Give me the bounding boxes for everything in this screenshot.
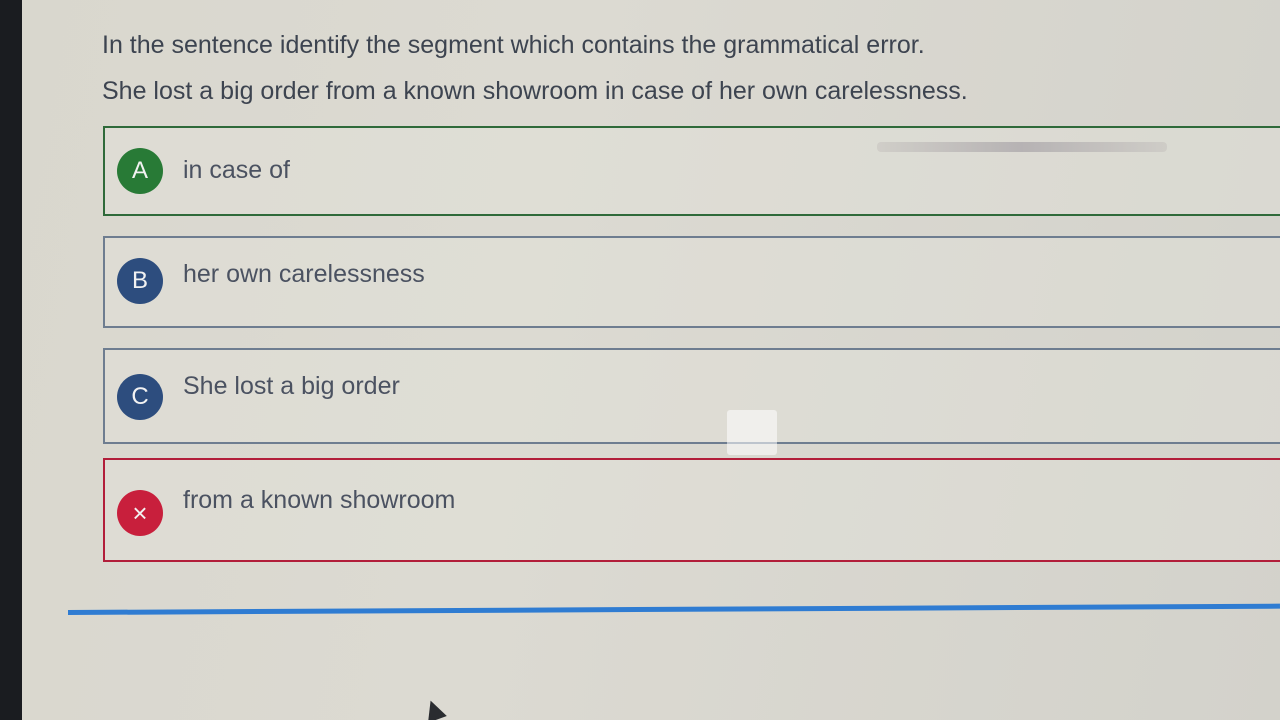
mouse-cursor-icon [421,697,447,720]
option-d[interactable] [103,458,1280,562]
screen-glare [727,410,777,455]
option-a-badge: A [117,148,163,194]
question-block [102,22,1202,114]
quiz-screen [22,0,1280,720]
option-d-label: from a known showroom [183,486,456,514]
progress-divider [68,604,1280,615]
option-a-label: in case of [183,156,291,184]
option-c-label: She lost a big order [183,372,400,400]
question-prompt: In the sentence identify the segment which contains the grammatical error. [102,31,925,59]
question-sentence: She lost a big order from a known showroom in case of her own carelessness. [102,77,968,105]
option-b-label: her own carelessness [183,260,425,288]
option-c[interactable] [103,348,1280,444]
option-b[interactable] [103,236,1280,328]
option-b-badge: B [117,258,163,304]
wrong-answer-icon: × [117,490,163,536]
option-c-badge: C [117,374,163,420]
option-a[interactable] [103,126,1280,216]
